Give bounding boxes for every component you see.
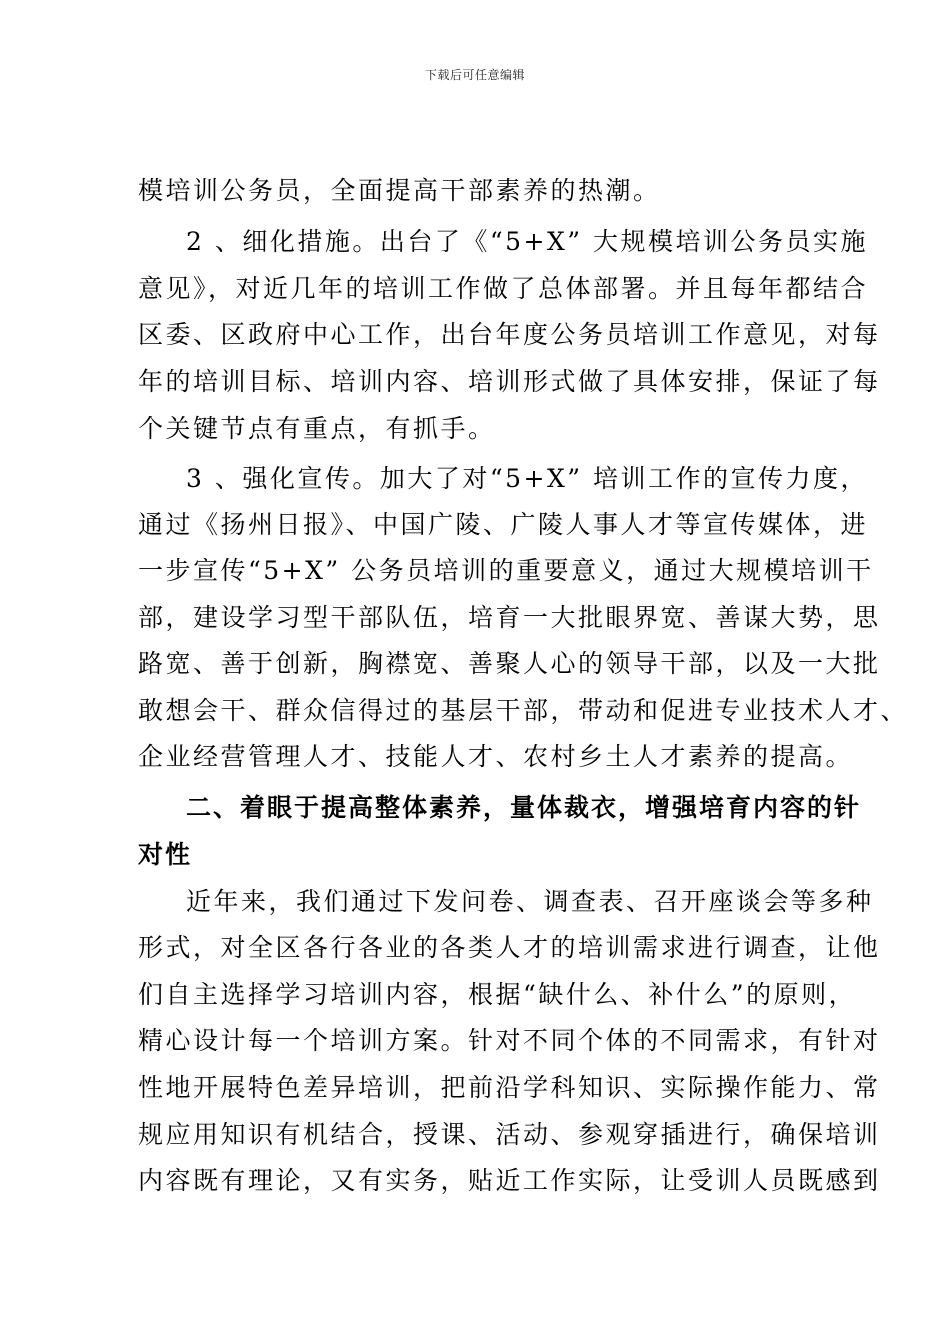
text-line: 企业经营管理人才、技能人才、农村乡土人才素养的提高。 (138, 742, 854, 771)
text-line: 规应用知识有机结合，授课、活动、参观穿插进行，确保培训 (138, 1120, 881, 1149)
section-heading: 二、着眼于提高整体素养，量体裁衣，增强培育内容的针 (186, 793, 862, 822)
text-line: 内容既有理论，又有实务，贴近工作实际，让受训人员既感到 (138, 1166, 881, 1195)
text-line: 2 、细化措施。出台了《“5+X” 大规模培训公务员实施 (186, 227, 869, 256)
text-line: 区委、区政府中心工作，出台年度公务员培训工作意见，对每 (138, 320, 881, 349)
text-line: 部，建设学习型干部队伍，培育一大批眼界宽、善谋大势，思 (138, 603, 881, 632)
header-note: 下载后可任意编辑 (424, 68, 525, 82)
text-line: 模培训公务员，全面提高干部素养的热潮。 (138, 176, 661, 205)
text-line: 路宽、善于创新，胸襟宽、善聚人心的领导干部，以及一大批 (138, 649, 881, 678)
text-line: 年的培训目标、培训内容、培训形式做了具体安排，保证了每 (138, 367, 881, 396)
text-line: 敢想会干、群众信得过的基层干部，带动和促进专业技术人才、 (138, 696, 909, 725)
text-line: 们自主选择学习培训内容，根据“缺什么、补什么”的原则， (138, 980, 857, 1009)
text-line: 性地开展特色差异培训，把前沿学科知识、实际操作能力、常 (138, 1073, 881, 1102)
text-line: 精心设计每一个培训方案。针对不同个体的不同需求，有针对 (138, 1026, 881, 1055)
text-line: 通过《扬州日报》、中国广陵、广陵人事人才等宣传媒体，进 (138, 510, 869, 539)
text-line: 近年来，我们通过下发问卷、调查表、召开座谈会等多种 (186, 887, 874, 916)
text-line: 个关键节点有重点，有抓手。 (138, 414, 496, 443)
text-line: 意见》，对近几年的培训工作做了总体部署。并且每年都结合 (138, 274, 869, 303)
text-line: 3 、强化宣传。加大了对“5+X” 培训工作的宣传力度， (186, 464, 869, 493)
text-line: 形式，对全区各行各业的各类人才的培训需求进行调查，让他 (138, 933, 881, 962)
text-line: 一步宣传“5+X” 公务员培训的重要意义，通过大规模培训干 (138, 556, 874, 585)
section-heading: 对性 (138, 840, 193, 869)
